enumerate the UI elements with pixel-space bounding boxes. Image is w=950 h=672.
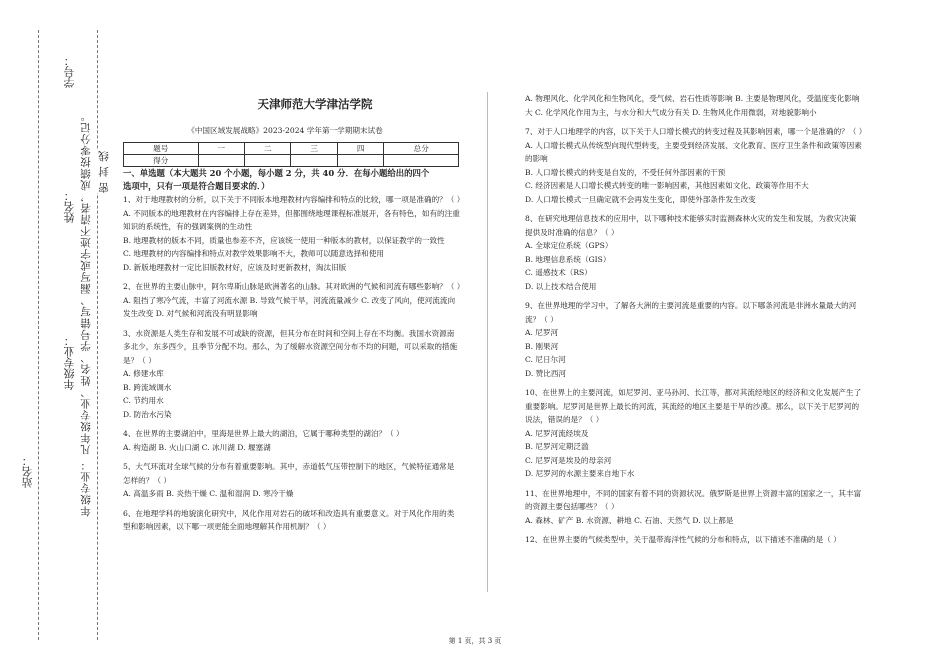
options-inline: A. 构造湖 B. 火山口湖 C. 冰川湖 D. 堰塞湖 <box>123 442 271 452</box>
binding-margin <box>0 0 110 672</box>
station-label: 站名： <box>21 455 34 488</box>
score-table-header-row <box>124 143 459 155</box>
score-input-cell[interactable] <box>198 155 244 167</box>
score-input-cell[interactable] <box>291 155 337 167</box>
question-8: 8、在研究地理信息技术的应用中，以下哪种技术能够实时监测森林火灾的发生和发展，为救灾决策提供及时准确的信息？（ ） <box>525 214 857 237</box>
question-9: 9、在世界地理的学习中，了解各大洲的主要河流是重要的内容。以下哪条河流是非洲水量最大的河流？（ ） <box>525 301 857 324</box>
page-title: 天津师范大学津沽学院 <box>257 97 373 111</box>
column-divider <box>487 92 488 592</box>
question-2: 2、在世界的主要山脉中，阿尔卑斯山脉是欧洲著名的山脉。其对欧洲的气候和河流有哪些影响？（ ） <box>123 282 465 291</box>
score-row-label: 得分 <box>124 155 199 167</box>
question-6: 6、在地理学科的地貌演化研究中，风化作用对岩石的破坏和改造具有重要意义。对于风化作用的类型和影响因素，以下哪一项更能全面地理解其作用机制？（ ） <box>123 508 455 531</box>
score-input-cell[interactable] <box>384 155 459 167</box>
option-b: B. 地理信息系统（GIS） <box>525 254 611 264</box>
score-table <box>123 142 459 167</box>
option-d: D. 以上技术结合使用 <box>525 281 597 291</box>
option-b: B. 人口增长模式的转变是自发的，不受任何外部因素的干预 <box>525 167 726 177</box>
option-b: B. 跨流域调水 <box>123 382 172 392</box>
options-inline: A. 森林、矿产 B. 水资源、耕地 C. 石油、天然气 D. 以上都是 <box>525 515 734 525</box>
option-a: A. 修建水库 <box>123 369 164 378</box>
left-column <box>123 167 465 534</box>
question-7: 7、对于人口地理学的内容，以下关于人口增长模式的转变过程及其影响因素，哪一个是准确的？（ ） <box>525 127 867 136</box>
section-heading: 选项中，只有一项是符合题目要求的．） <box>123 181 270 191</box>
grade-major-label: 年级专业： <box>63 335 76 390</box>
right-column <box>525 92 867 547</box>
option-c: C. 尼罗河是埃及的母亲河 <box>525 455 612 465</box>
section-heading: 一、单选题（本大题共 20 个小题，每小题 2 分，共 40 分．在每小题给出的四个 <box>123 168 430 178</box>
question-10: 10、在世界上的主要河流，如尼罗河、亚马孙河、长江等，都对其流经地区的经济和文化发展产生了重要影响。尼罗河是世界上最长的河流，其流经的地区主要是干旱的沙漠。那么，以下关于尼罗河的说法，错误的是？（ ） <box>525 388 862 424</box>
option-a: A. 物理风化、化学风化和生物风化，受气候、岩石性质等影响 B. 主要是物理风化，受温度变化影响大 C. 化学风化作用为主，与水分和大气成分有关 D. 生物风化作用微弱，对地貌影响小 <box>525 94 860 117</box>
options-inline: A. 高温多雨 B. 炎热干燥 C. 温和湿润 D. 寒冷干燥 <box>123 489 294 498</box>
option-d: D. 尼罗河的水源主要来自地下水 <box>525 469 635 478</box>
score-cell: 题号 <box>124 143 199 155</box>
score-input-cell[interactable] <box>245 155 291 167</box>
score-cell: 二 <box>245 143 291 155</box>
option-c: C. 经济因素是人口增长模式转变的唯一影响因素，其他因素如文化、政策等作用不大 <box>525 181 809 190</box>
option-b: B. 刚果河 <box>525 341 559 351</box>
score-cell: 四 <box>337 143 383 155</box>
option-b: B. 地理教材的版本不同，质量也参差不齐，应该统一使用一种版本的教材，以保证教学的一致性 <box>123 235 445 245</box>
seal-line-label: 密 封 线 <box>98 150 110 194</box>
score-cell: 总分 <box>384 143 459 155</box>
page-footer: 第 1 页，共 3 页 <box>448 637 502 645</box>
option-a: A. 尼罗河流经埃及 <box>525 428 589 438</box>
option-a: A. 人口增长模式从传统型向现代型转变，主要受到经济发展、文化教育、医疗卫生条件和政策等因素的影响 <box>525 140 862 163</box>
student-id-label: 学号： <box>63 55 76 88</box>
option-d: D. 赞比西河 <box>525 368 567 378</box>
option-a: A. 全球定位系统（GPS） <box>525 241 613 250</box>
option-c: C. 地理教材的内容编排和特点对教学效果影响不大，教师可以随意选择和使用 <box>123 249 384 258</box>
score-cell: 三 <box>291 143 337 155</box>
option-c: C. 尼日尔河 <box>525 355 566 364</box>
score-table-score-row <box>124 155 459 167</box>
margin-instruction: 年级专业： 凡年级专业、姓名、学号错写、漏写或字迹不清者，成绩按零分记。 <box>80 110 92 517</box>
option-d: D. 人口增长模式一旦确定就不会再发生变化，即使外部条件发生改变 <box>525 194 756 204</box>
option-c: C. 遥感技术（RS） <box>525 268 592 277</box>
score-cell: 一 <box>198 143 244 155</box>
question-12: 12、在世界主要的气候类型中，关于温带海洋性气候的分布和特点，以下描述不准确的是（ ） <box>525 535 841 544</box>
question-5: 5、大气环流对全球气候的分布有着重要影响。其中，赤道低气压带控制下的地区，气候特征通常是怎样的？（ ） <box>123 462 455 485</box>
question-3: 3、水资源是人类生存和发展不可或缺的资源，但其分布在时间和空间上存在不均衡。我国水资源南多北少，东多西少，且季节分配不均。那么，为了缓解水资源空间分布不均的问题，可以采取的措施是？（ ） <box>123 328 458 365</box>
seal-line-inner <box>38 30 39 640</box>
question-4: 4、在世界的主要湖泊中，里海是世界上最大的湖泊，它属于哪种类型的湖泊？（ ） <box>123 429 404 438</box>
options-inline: A. 阻挡了寒冷气流，丰富了河流水源 B. 导致气候干旱，河流流量减少 C. 改变了风向，使河流流向发生改变 D. 对气候和河流没有明显影响 <box>123 295 456 318</box>
question-1: 1、对于地理教材的分析，以下关于不同版本地理教材内容编排和特点的比较，哪一项是准确的？（ ） <box>123 195 465 204</box>
option-c: C. 节约用水 <box>123 396 164 405</box>
exam-subtitle: 《中国区域发展战略》2023-2024 学年第一学期期末试卷 <box>187 126 383 135</box>
option-a: A. 尼罗河 <box>525 328 559 337</box>
student-name-label: 姓名： <box>63 190 76 223</box>
option-b: B. 尼罗河定期泛滥 <box>525 442 589 451</box>
question-11: 11、在世界地理中，不同的国家有着不同的资源状况。俄罗斯是世界上资源丰富的国家之一，其丰富的资源主要包括哪些？（ ） <box>525 488 862 511</box>
score-input-cell[interactable] <box>337 155 383 167</box>
option-d: D. 防治水污染 <box>123 409 172 419</box>
option-a: A. 不同版本的地理教材在内容编排上存在差异，但都围绕地理课程标准展开，各有特色，如有的注重知识的系统性，有的强调案例的生动性 <box>123 208 460 231</box>
seal-line-outer <box>97 30 98 640</box>
option-d: D. 新版地理教材一定比旧版教材好，应该及时更新教材，淘汰旧版 <box>123 262 347 272</box>
